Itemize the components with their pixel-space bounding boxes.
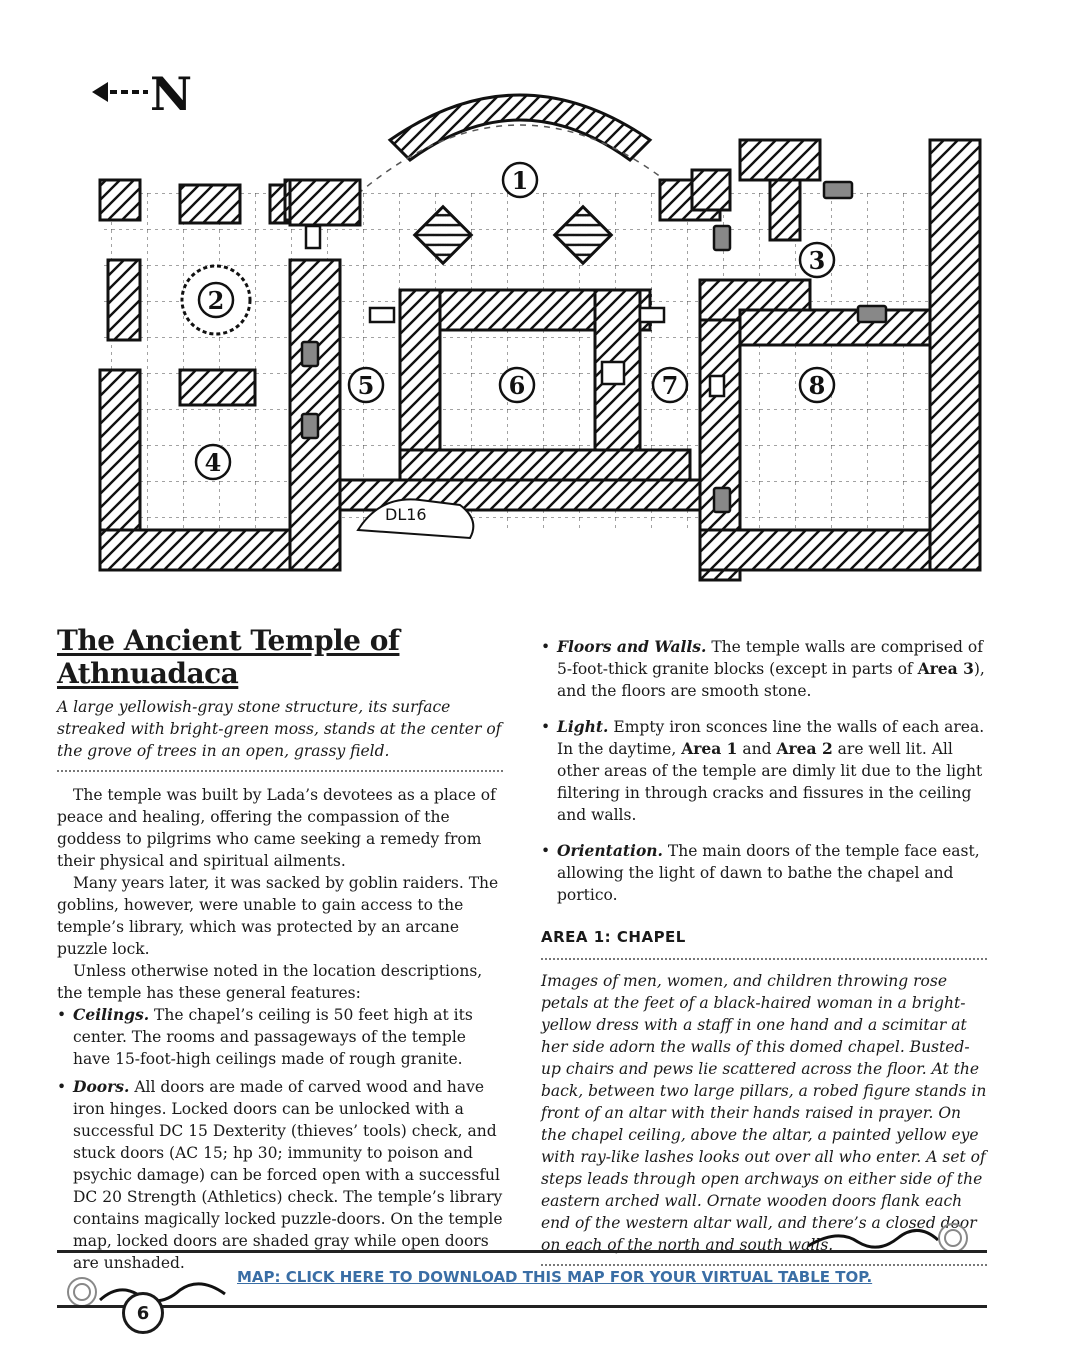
feature-light: • Light. Empty iron sconces line the walls of each area. In the daytime, Area 1 and Area 2 are well lit. All other areas of the temple are dimly lit due to the light filtering in through cracks and fissures in the ceiling and walls. <box>541 716 987 826</box>
area-marker-2 <box>199 283 233 317</box>
footer-rule <box>57 1250 987 1253</box>
paragraph: Unless otherwise noted in the location descriptions, the temple has these general features: <box>57 962 483 1002</box>
svg-text:4: 4 <box>204 448 222 477</box>
area-marker-1 <box>503 163 537 197</box>
svg-text:DL16: DL16 <box>385 505 427 524</box>
feature-orientation: • Orientation. The main doors of the temple face east, allowing the light of dawn to bathe the chapel and portico. <box>541 840 987 906</box>
dragon-ornament-icon <box>808 1218 978 1254</box>
features-list <box>57 1004 503 1274</box>
svg-text:6: 6 <box>508 371 526 400</box>
download-map-link[interactable]: MAP: CLICK HERE TO DOWNLOAD THIS MAP FOR YOUR VIRTUAL TABLE TOP. <box>237 1268 873 1286</box>
page-title: The Ancient Temple of Athnuadaca <box>57 624 400 690</box>
svg-text:5: 5 <box>357 371 375 400</box>
feature-doors: • Doors. All doors are made of carved wood and have iron hinges. Locked doors can be unlocked with a successful DC 15 Dexterity (thieves’ tools) check, and stuck doors (AC 15; hp 30; immunity to poison and psychic damage) can be forced open with a successful DC 20 Strength (Athletics) check. The temple’s library contains magically locked puzzle-doors. On the temple map, locked doors are shaded gray while open doors are unshaded. <box>57 1076 503 1274</box>
intro-boxed-text: A large yellowish-gray stone structure, its surface streaked with bright-green moss, stands at the center of the grove of trees in an open, grassy field. <box>57 696 503 772</box>
area-marker-7 <box>653 368 687 402</box>
area-marker-8 <box>800 368 834 402</box>
area-marker-5 <box>349 368 383 402</box>
features-list <box>541 636 987 906</box>
left-column <box>57 624 503 1280</box>
svg-text:3: 3 <box>808 246 826 275</box>
svg-text:1: 1 <box>511 166 529 195</box>
right-column <box>541 624 987 1266</box>
feature-ceilings: • Ceilings. The chapel’s ceiling is 50 feet high at its center. The rooms and passageways of the temple have 15-foot-high ceilings made of rough granite. <box>57 1004 503 1070</box>
area-heading: AREA 1: CHAPEL <box>541 928 987 960</box>
feature-floors: • Floors and Walls. The temple walls are comprised of 5-foot-thick granite blocks (except in parts of Area 3), and the floors are smooth stone. <box>541 636 987 702</box>
area-marker-3 <box>800 243 834 277</box>
page-number: 6 <box>122 1292 164 1334</box>
temple-map <box>40 50 1040 610</box>
area-boxed-text: Images of men, women, and children throwing rose petals at the feet of a black-haired woman in a bright-yellow dress with a staff in one hand and a scimitar at her side adorn the walls of this domed chapel. Busted-up chairs and pews lie scattered across the floor. At the back, between two large pillars, a robed figure stands in front of an altar with their hands raised in prayer. On the chapel ceiling, above the altar, a painted yellow eye with ray-like lashes looks out over all who enter. A set of steps leads through open archways on either side of the eastern arched wall. Ornate wooden doors flank each end of the western altar wall, and there’s a closed door on each of the north and south walls. <box>541 970 987 1266</box>
svg-text:8: 8 <box>808 371 826 400</box>
area-marker-4 <box>196 445 230 479</box>
compass <box>92 67 192 121</box>
svg-text:2: 2 <box>207 286 225 315</box>
compass-label: N <box>150 67 193 121</box>
footer-rule <box>57 1305 987 1308</box>
svg-text:7: 7 <box>661 371 679 400</box>
paragraph: The temple was built by Lada’s devotees as a place of peace and healing, offering the compassion of the goddess to pilgrims who came seeking a remedy from their physical and spiritual ailments. <box>57 786 496 870</box>
paragraph: Many years later, it was sacked by goblin raiders. The goblins, however, were unable to gain access to the temple’s library, which was protected by an arcane puzzle lock. <box>57 874 499 958</box>
area-marker-6 <box>500 368 534 402</box>
